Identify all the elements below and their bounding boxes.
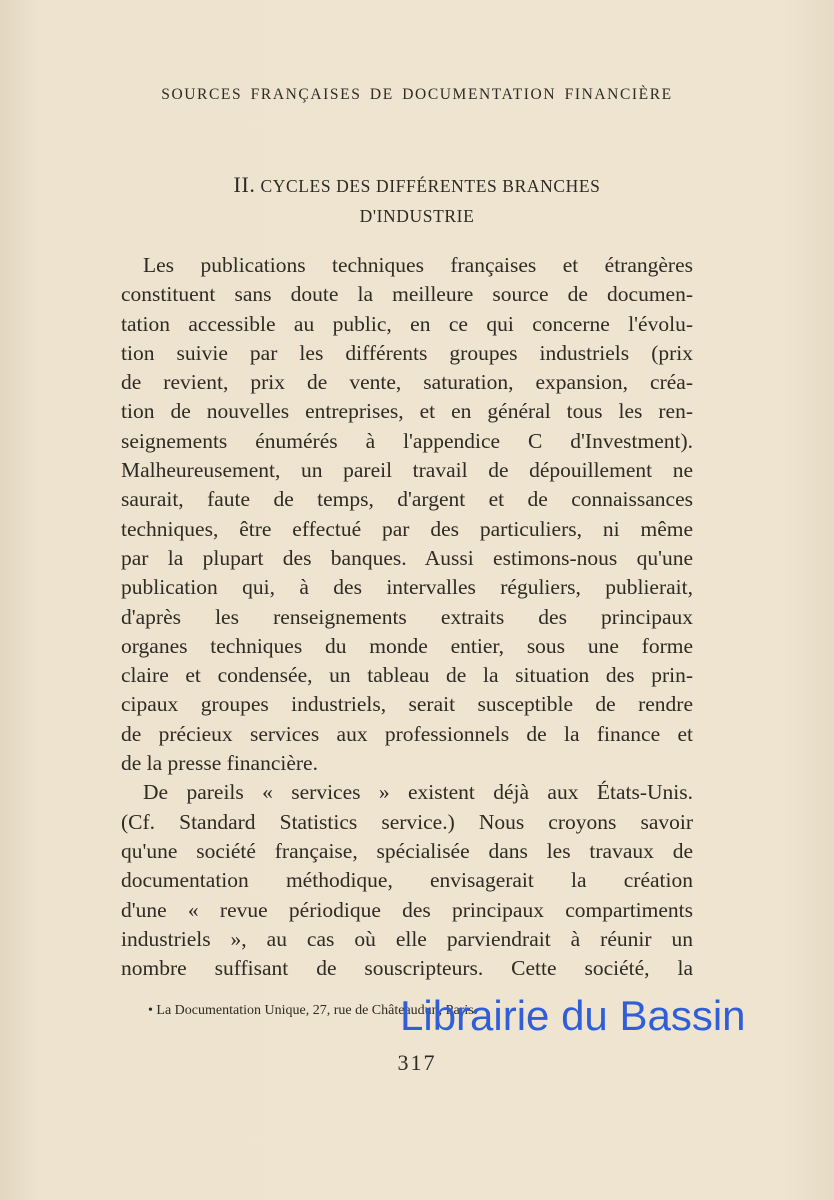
text-line: nombre suffisant de souscripteurs. Cette société, la [121, 956, 693, 981]
text-line: (Cf. Standard Statistics service.) Nous croyons savoir [121, 809, 693, 834]
running-head: SOURCES FRANÇAISES DE DOCUMENTATION FINANCIÈRE [161, 86, 673, 103]
text-line: publication qui, à des intervalles réguliers, publierait, [121, 575, 693, 600]
text-line: documentation méthodique, envisagerait la création [121, 868, 693, 893]
paragraph-1 [121, 251, 693, 778]
text-line: cipaux groupes industriels, serait susceptible de rendre [121, 692, 693, 717]
body-text [121, 251, 693, 983]
text-line: saurait, faute de temps, d'argent et de connaissances [121, 487, 693, 512]
text-line: organes techniques du monde entier, sous une forme [121, 633, 693, 658]
text-line: industriels », au cas où elle parviendrait à réunir un [121, 926, 693, 951]
text-line: tion suivie par les différents groupes industriels (prix [121, 340, 693, 365]
text-line: d'après les renseignements extraits des principaux [121, 604, 693, 629]
text-line: seignements énumérés à l'appendice C d'Investment). [121, 428, 693, 453]
text-line: Malheureusement, un pareil travail de dépouillement ne [121, 458, 693, 483]
text-line: Les publications techniques françaises et étrangères [143, 253, 693, 277]
section-title-text: CYCLES DES DIFFÉRENTES BRANCHES [260, 176, 601, 196]
section-title [0, 170, 834, 231]
section-title-line-1 [0, 170, 834, 201]
section-number: II. [233, 172, 256, 197]
text-line: qu'une société française, spécialisée dans les travaux de [121, 838, 693, 863]
text-line: de la presse financière. [121, 751, 318, 776]
paragraph-2 [121, 778, 693, 983]
text-line: De pareils « services » existent déjà aux États-Unis. [143, 780, 693, 805]
text-line: par la plupart des banques. Aussi estimons-nous qu'une [121, 545, 693, 570]
watermark-text: Librairie du Bassin [400, 992, 746, 1039]
text-line: techniques, être effectué par des particuliers, ni même [121, 516, 693, 541]
text-line: de précieux services aux professionnels de la finance et [121, 721, 693, 746]
section-title-line-2: D'INDUSTRIE [359, 206, 475, 226]
text-line: claire et condensée, un tableau de la situation des prin- [121, 663, 693, 688]
page-number: 317 [397, 1050, 437, 1075]
text-line: de revient, prix de vente, saturation, expansion, créa- [121, 370, 693, 395]
footnote-marker: • [148, 1003, 153, 1018]
text-line: tion de nouvelles entreprises, et en général tous les ren- [121, 399, 693, 424]
text-line: constituent sans doute la meilleure source de documen- [121, 282, 693, 307]
text-line: d'une « revue périodique des principaux compartiments [121, 897, 693, 922]
footnote-text: La Documentation Unique, 27, rue de Châteaudun, Paris. [156, 1003, 478, 1018]
text-line: tation accessible au public, en ce qui concerne l'évolu- [121, 311, 693, 336]
